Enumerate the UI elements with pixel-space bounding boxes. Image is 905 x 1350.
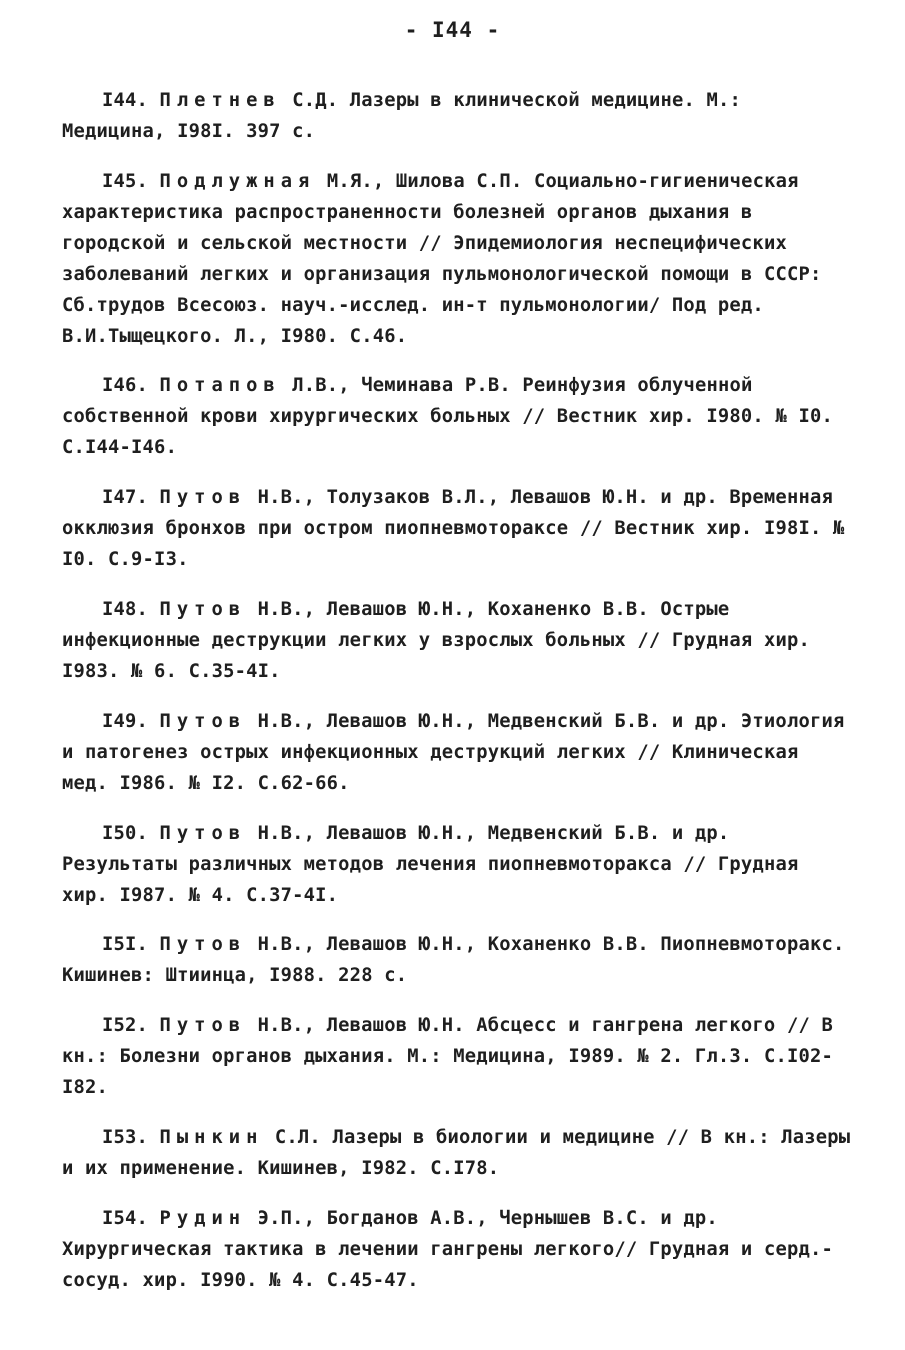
reference-entry-147 xyxy=(62,482,857,575)
entry-text: Н.В., Левашов Ю.Н., Коханенко В.В. Пиопневмоторакс. Кишинев: Штиинца, I988. 228 с. xyxy=(62,934,856,987)
reference-entry-154 xyxy=(62,1203,852,1296)
entry-number: I49. xyxy=(102,710,149,732)
entry-number: I44. xyxy=(102,89,149,111)
entry-text: С.Д. Лазеры в клинической медицине. М.: Медицина, I98I. 397 с. xyxy=(62,89,753,142)
page-number: - I44 - xyxy=(404,18,501,42)
reference-entry-144 xyxy=(62,85,852,147)
reference-entry-153 xyxy=(62,1122,862,1184)
entry-author: Пынкин xyxy=(159,1126,264,1148)
entry-author: Путов xyxy=(159,710,247,732)
entry-author: Путов xyxy=(159,1015,247,1037)
reference-entry-148 xyxy=(62,594,852,687)
entry-text: Н.В., Толузаков В.Л., Левашов Ю.Н. и др. Временная окклюзия бронхов при остром пиопневмотораксе // Вестник хир. I98I. № I0. С.9-I3. xyxy=(62,487,857,571)
entry-author: Путов xyxy=(159,598,247,620)
entry-number: I54. xyxy=(102,1207,149,1229)
reference-entry-146 xyxy=(62,370,852,463)
reference-entry-152 xyxy=(62,1010,852,1103)
entry-text: Н.В., Левашов Ю.Н., Медвенский Б.В. и др. Этиология и патогенез острых инфекционных деструкций легких // Клиническая мед. I986. № I2. С.62-66. xyxy=(62,710,856,794)
entry-text: Э.П., Богданов А.В., Чернышев В.С. и др. Хирургическая тактика в лечении гангрены легкого// Грудная и серд.-сосуд. хир. I990. № 4. С.45-47. xyxy=(62,1207,833,1291)
entry-number: I52. xyxy=(102,1015,149,1037)
entry-author: Путов xyxy=(159,822,247,844)
entry-text: М.Я., Шилова С.П. Социально-гигиеническая характеристика распространенности болезней органов дыхания в городской и сельской местности // Эпидемиология неспецифических заболеваний легких и организация пульмонологической помощи в СССР: Сб.трудов Всесоюз. науч.-исслед. ин-т пульмонологии/ Под ред. В.И.Тыщецкого. Л., I980. С.46. xyxy=(62,170,833,347)
reference-entry-150 xyxy=(62,818,852,911)
entry-author: Потапов xyxy=(159,375,281,397)
entry-number: I46. xyxy=(102,375,149,397)
entry-number: I47. xyxy=(102,487,149,509)
entry-author: Плетнев xyxy=(159,89,281,111)
entry-text: Н.В., Левашов Ю.Н. Абсцесс и гангрена легкого // В кн.: Болезни органов дыхания. М.: Медицина, I989. № 2. Гл.3. С.I02-I82. xyxy=(62,1015,845,1099)
reference-entry-149 xyxy=(62,706,856,799)
entry-number: I53. xyxy=(102,1126,149,1148)
entry-number: I50. xyxy=(102,822,149,844)
entry-author: Подлужная xyxy=(159,170,316,192)
entry-text: Н.В., Левашов Ю.Н., Медвенский Б.В. и др. Результаты различных методов лечения пиопневмоторакса // Грудная хир. I987. № 4. С.37-4I. xyxy=(62,822,810,906)
reference-list xyxy=(62,66,862,1306)
entry-number: I5I. xyxy=(102,934,149,956)
entry-author: Путов xyxy=(159,934,247,956)
entry-text: С.Л. Лазеры в биологии и медицине // В кн.: Лазеры и их применение. Кишинев, I982. С.I78. xyxy=(62,1126,862,1179)
entry-text: Л.В., Чеминава Р.В. Реинфузия облученной собственной крови хирургических больных // Вестник хир. I980. № I0. С.I44-I46. xyxy=(62,375,845,459)
entry-author: Рудин xyxy=(159,1207,247,1229)
entry-author: Путов xyxy=(159,487,247,509)
reference-entry-145 xyxy=(62,166,852,352)
reference-entry-151 xyxy=(62,929,856,991)
entry-number: I45. xyxy=(102,170,149,192)
entry-number: I48. xyxy=(102,598,149,620)
entry-text: Н.В., Левашов Ю.Н., Коханенко В.В. Острые инфекционные деструкции легких у взрослых больных // Грудная хир. I983. № 6. С.35-4I. xyxy=(62,598,822,682)
